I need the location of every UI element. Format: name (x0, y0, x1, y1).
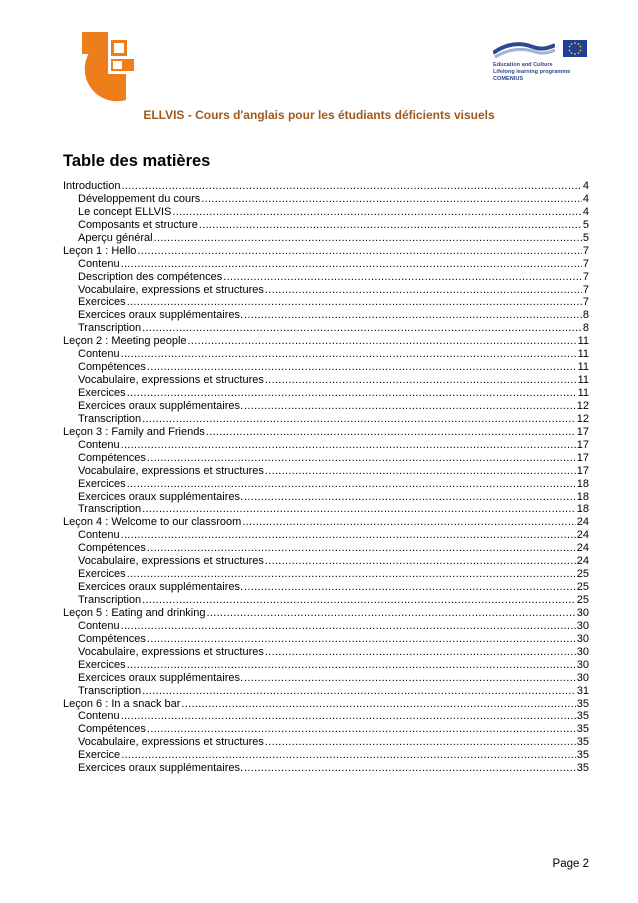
eu-flag-icon (563, 40, 587, 57)
toc-entry-title: Exercices oraux supplémentaires. (78, 671, 244, 684)
dot-leader (265, 555, 576, 568)
toc-entry[interactable] (63, 710, 589, 723)
dot-leader (244, 672, 576, 685)
toc-entry-title: Exercices oraux supplémentaires. (78, 309, 244, 322)
toc-entry-title: Leçon 3 : Family and Friends (63, 425, 205, 438)
toc-entry-title: Développement du cours (78, 192, 201, 205)
dot-leader (242, 516, 575, 529)
toc-entry-title: Contenu (78, 257, 120, 270)
toc-entry-title: Compétences (78, 542, 146, 555)
toc-entry[interactable] (63, 426, 589, 439)
toc-entry-page: 17 (576, 464, 589, 477)
toc-entry-page: 8 (582, 322, 589, 335)
toc-entry-title: Exercice (78, 749, 121, 762)
dot-leader (121, 258, 582, 271)
toc-entry-page: 5 (582, 231, 589, 244)
toc-heading: Table des matières (63, 152, 211, 170)
dot-leader (154, 232, 582, 245)
toc-entry[interactable] (63, 736, 589, 749)
toc-entry[interactable] (63, 762, 589, 775)
toc-entry-page: 30 (576, 606, 589, 619)
toc-entry[interactable] (63, 206, 589, 219)
toc-entry-title: Leçon 6 : In a snack bar (63, 697, 181, 710)
toc-entry-title: Leçon 1 : Hello (63, 244, 137, 257)
toc-entry-title: Vocabulaire, expressions et structures (78, 645, 264, 658)
toc-entry[interactable] (63, 271, 589, 284)
dot-leader (244, 400, 576, 413)
toc-entry[interactable] (63, 309, 589, 322)
toc-entry[interactable] (63, 232, 589, 245)
dot-leader (121, 620, 576, 633)
header-title: ELLVIS - Cours d'anglais pour les étudiants déficients visuels (143, 108, 495, 122)
toc-entry[interactable] (63, 400, 589, 413)
toc-entry-title: Contenu (78, 619, 120, 632)
dot-leader (201, 193, 582, 206)
dot-leader (223, 271, 582, 284)
dot-leader (244, 581, 576, 594)
toc-entry-title: Contenu (78, 348, 120, 361)
toc-entry-title: Le concept ELLVIS (78, 205, 172, 218)
toc-entry[interactable] (63, 529, 589, 542)
toc-entry[interactable] (63, 193, 589, 206)
toc-entry[interactable] (63, 413, 589, 426)
toc-entry[interactable] (63, 284, 589, 297)
toc-entry-title: Vocabulaire, expressions et structures (78, 374, 264, 387)
dot-leader (127, 478, 576, 491)
dot-leader (121, 710, 576, 723)
toc-entry-page: 12 (576, 399, 589, 412)
eu-line-3: COMENIUS (493, 76, 524, 82)
toc-entry-page: 24 (576, 529, 589, 542)
toc-entry[interactable] (63, 465, 589, 478)
dot-leader (147, 542, 576, 555)
toc-entry-page: 7 (582, 283, 589, 296)
toc-entry-title: Vocabulaire, expressions et structures (78, 464, 264, 477)
dot-leader (199, 219, 582, 232)
toc-entry-title: Aperçu général (78, 231, 153, 244)
dot-leader (147, 633, 576, 646)
dot-leader (121, 348, 577, 361)
toc-entry-title: Introduction (63, 180, 121, 192)
toc-entry-title: Exercices oraux supplémentaires. (78, 399, 244, 412)
toc-entry[interactable] (63, 374, 589, 387)
toc-entry[interactable] (63, 581, 589, 594)
toc-entry[interactable] (63, 296, 589, 309)
toc-entry-title: Vocabulaire, expressions et structures (78, 283, 264, 296)
dot-leader (244, 491, 576, 504)
toc-entry-title: Leçon 5 : Eating and drinking (63, 606, 206, 619)
toc-entry-page: 35 (576, 723, 589, 736)
toc-entry[interactable] (63, 491, 589, 504)
eu-line-2: Lifelong learning programme (493, 69, 571, 75)
dot-leader (142, 322, 582, 335)
dot-leader (147, 723, 576, 736)
dot-leader (181, 698, 575, 711)
toc-entry-page: 25 (576, 568, 589, 581)
toc-entry-page: 30 (576, 645, 589, 658)
toc-entry-title: Compétences (78, 723, 146, 736)
toc-entry-page: 11 (577, 374, 589, 387)
toc-entry-title: Vocabulaire, expressions et structures (78, 736, 264, 749)
toc-entry[interactable] (63, 322, 589, 335)
toc-entry[interactable] (63, 258, 589, 271)
dot-leader (142, 503, 576, 516)
dot-leader (121, 529, 576, 542)
toc-entry-title: Description des compétences (78, 270, 223, 283)
toc-entry-page: 35 (576, 710, 589, 723)
toc-entry[interactable] (63, 685, 589, 698)
dot-leader (265, 374, 577, 387)
toc-entry-title: Exercices (78, 477, 126, 490)
toc-entry-page: 7 (582, 257, 589, 270)
toc-entry[interactable] (63, 245, 589, 258)
toc-entry-page: 30 (576, 671, 589, 684)
toc-entry-title: Transcription (78, 412, 142, 425)
toc-entry-title: Exercices (78, 658, 126, 671)
toc-entry-page: 11 (577, 361, 589, 374)
toc-entry-page: 30 (576, 658, 589, 671)
eu-line-1: Education and Culture (493, 62, 553, 68)
page-number: Page 2 (552, 858, 589, 870)
toc-entry[interactable] (63, 348, 589, 361)
dot-leader (147, 452, 576, 465)
dot-leader (121, 439, 576, 452)
toc-entry-page: 18 (576, 490, 589, 503)
toc-entry-title: Leçon 4 : Welcome to our classroom (63, 516, 242, 529)
dot-leader (206, 426, 576, 439)
toc-entry-page: 30 (576, 619, 589, 632)
toc-entry-page: 5 (582, 218, 589, 231)
dot-leader (188, 335, 577, 348)
dot-leader (265, 284, 582, 297)
dot-leader (127, 568, 576, 581)
toc-entry[interactable] (63, 361, 589, 374)
toc-entry-title: Vocabulaire, expressions et structures (78, 555, 264, 568)
toc-entry[interactable] (63, 633, 589, 646)
toc-entry-title: Exercices oraux supplémentaires. (78, 581, 244, 594)
toc-entry-page: 11 (577, 348, 589, 361)
toc-entry[interactable] (63, 659, 589, 672)
toc-entry-page: 11 (577, 387, 589, 399)
dot-leader (142, 594, 576, 607)
toc-entry[interactable] (63, 180, 589, 193)
toc-entry[interactable] (63, 698, 589, 711)
toc-entry-title: Composants et structure (78, 218, 198, 231)
toc-entry[interactable] (63, 387, 589, 400)
toc-entry-title: Transcription (78, 503, 142, 516)
toc-entry[interactable] (63, 646, 589, 659)
dot-leader (142, 413, 576, 426)
toc-entry[interactable] (63, 555, 589, 568)
toc-entry-title: Transcription (78, 594, 142, 606)
toc-entry[interactable] (63, 568, 589, 581)
dot-leader (244, 762, 576, 775)
dot-leader (244, 309, 582, 322)
toc-entry-page: 18 (576, 477, 589, 490)
dot-leader (127, 659, 576, 672)
table-of-contents (63, 180, 589, 775)
toc-entry-title: Compétences (78, 361, 146, 374)
toc-entry-title: Exercices (78, 296, 126, 309)
toc-entry-page: 12 (576, 412, 589, 425)
toc-entry-page: 8 (582, 309, 589, 322)
dot-leader (265, 736, 576, 749)
toc-entry-page: 35 (576, 762, 589, 775)
toc-entry-page: 7 (582, 244, 589, 257)
toc-entry-page: 24 (576, 542, 589, 555)
dot-leader (147, 361, 577, 374)
toc-entry-title: Exercices oraux supplémentaires. (78, 490, 244, 503)
dot-leader (127, 296, 582, 309)
toc-entry-page: 24 (576, 516, 589, 529)
toc-entry-page: 30 (576, 632, 589, 645)
toc-entry-page: 35 (576, 749, 589, 762)
eu-programme-logo (493, 37, 593, 83)
toc-entry-page: 11 (577, 335, 589, 348)
toc-entry-page: 7 (582, 296, 589, 309)
toc-entry-title: Compétences (78, 632, 146, 645)
toc-entry[interactable] (63, 542, 589, 555)
toc-entry[interactable] (63, 503, 589, 516)
dot-leader (172, 206, 582, 219)
dot-leader (265, 465, 576, 478)
toc-entry-page: 18 (576, 503, 589, 516)
toc-entry-page: 25 (576, 594, 589, 606)
toc-entry-title: Exercices (78, 387, 126, 399)
toc-entry-title: Transcription (78, 684, 142, 697)
toc-entry-page: 4 (582, 205, 589, 218)
dot-leader (265, 646, 576, 659)
toc-entry-title: Exercices (78, 568, 126, 581)
toc-entry[interactable] (63, 439, 589, 452)
toc-entry[interactable] (63, 335, 589, 348)
toc-entry-page: 24 (576, 555, 589, 568)
dot-leader (121, 180, 581, 193)
toc-entry-page: 35 (576, 736, 589, 749)
toc-entry-page: 31 (576, 684, 589, 697)
toc-entry-title: Contenu (78, 710, 120, 723)
ellvis-logo (80, 30, 136, 110)
toc-entry[interactable] (63, 723, 589, 736)
dot-leader (127, 387, 577, 400)
toc-entry[interactable] (63, 620, 589, 633)
toc-entry-page: 4 (582, 192, 589, 205)
dot-leader (121, 749, 576, 762)
dot-leader (142, 685, 576, 698)
toc-entry[interactable] (63, 219, 589, 232)
toc-entry-page: 17 (576, 438, 589, 451)
dot-leader (137, 245, 581, 258)
toc-entry[interactable] (63, 749, 589, 762)
toc-entry[interactable] (63, 672, 589, 685)
toc-entry[interactable] (63, 452, 589, 465)
toc-entry-title: Exercices oraux supplémentaires. (78, 762, 244, 775)
toc-entry[interactable] (63, 516, 589, 529)
toc-entry-title: Compétences (78, 451, 146, 464)
toc-entry[interactable] (63, 607, 589, 620)
toc-entry-title: Contenu (78, 529, 120, 542)
toc-entry-page: 7 (582, 270, 589, 283)
dot-leader (207, 607, 576, 620)
toc-entry-page: 35 (576, 697, 589, 710)
toc-entry-page: 4 (582, 180, 589, 192)
toc-entry-title: Transcription (78, 322, 142, 335)
toc-entry-title: Contenu (78, 438, 120, 451)
toc-entry-title: Leçon 2 : Meeting people (63, 335, 187, 348)
toc-entry-page: 17 (576, 425, 589, 438)
eu-swoosh-graphic (493, 37, 555, 59)
toc-entry-page: 25 (576, 581, 589, 594)
toc-entry-page: 17 (576, 451, 589, 464)
toc-entry[interactable] (63, 478, 589, 491)
toc-entry[interactable] (63, 594, 589, 607)
